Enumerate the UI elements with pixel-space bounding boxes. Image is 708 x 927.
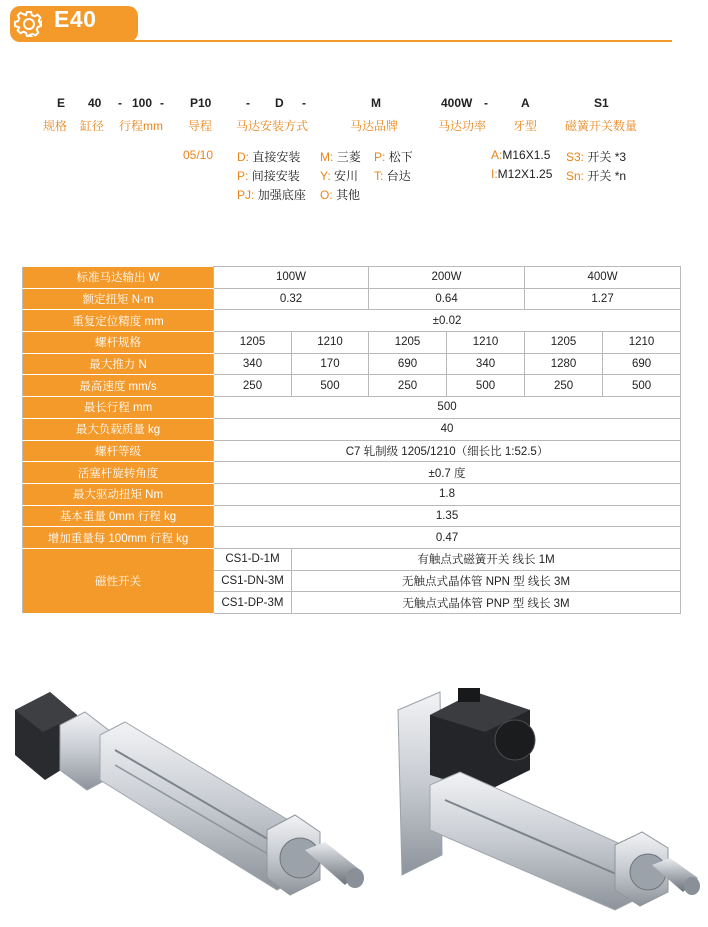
mount-option: P: 间接安装	[237, 169, 300, 183]
row-label: 最大推力 N	[23, 353, 214, 375]
code-label: 缸径	[80, 119, 105, 133]
table-row	[23, 332, 681, 354]
mount-option: D: 直接安装	[237, 150, 301, 164]
switch-option: Sn: 开关 *n	[566, 169, 627, 183]
table-row	[23, 418, 681, 440]
table-cell: 1205	[525, 332, 603, 354]
table-cell: 1.8	[214, 483, 681, 505]
table-cell: 250	[369, 375, 447, 397]
row-label: 最大驱动扭矩 Nm	[23, 483, 214, 505]
table-cell: 1.27	[525, 288, 681, 310]
table-cell: 无触点式晶体管 NPN 型 线长 3M	[292, 570, 681, 592]
code-part: E	[57, 96, 66, 110]
code-label: 磁簧开关数量	[565, 119, 638, 133]
section-underline	[120, 40, 672, 42]
table-cell: 400W	[525, 267, 681, 289]
table-row	[23, 310, 681, 332]
mount-option: PJ: 加强底座	[237, 188, 306, 202]
table-cell: 0.64	[369, 288, 525, 310]
row-label: 重复定位精度 mm	[23, 310, 214, 332]
table-cell: 1205	[369, 332, 447, 354]
code-label: 行程mm	[119, 119, 163, 133]
table-row	[23, 548, 681, 570]
page-title: E40	[54, 6, 97, 32]
code-part: -	[302, 96, 306, 110]
thread-option: A:M16X1.5	[491, 148, 551, 162]
actuator-indirect-mount-image	[390, 680, 705, 920]
thread-option: I:M12X1.25	[491, 167, 553, 181]
table-cell: 无触点式晶体管 PNP 型 线长 3M	[292, 592, 681, 614]
code-label: 马达功率	[438, 119, 487, 133]
table-cell: 250	[525, 375, 603, 397]
table-cell: 1210	[603, 332, 681, 354]
table-cell: ±0.02	[214, 310, 681, 332]
table-cell: 500	[603, 375, 681, 397]
row-label: 螺杆规格	[23, 332, 214, 354]
gear-icon	[14, 9, 44, 39]
table-row	[23, 527, 681, 549]
brand-option: O: 其他	[320, 188, 361, 202]
code-part: -	[484, 96, 488, 110]
table-cell: 200W	[369, 267, 525, 289]
table-row	[23, 397, 681, 419]
table-cell: 0.32	[214, 288, 369, 310]
table-cell: 40	[214, 418, 681, 440]
row-label: 螺杆等级	[23, 440, 214, 462]
table-cell: CS1-DP-3M	[214, 592, 292, 614]
code-part: M	[371, 96, 381, 110]
brand-option: T: 台达	[374, 169, 411, 183]
table-row	[23, 353, 681, 375]
table-cell: 1.35	[214, 505, 681, 527]
brand-option: Y: 安川	[320, 169, 359, 183]
code-part: D	[275, 96, 284, 110]
row-label: 增加重量每 100mm 行程 kg	[23, 527, 214, 549]
code-part: 400W	[441, 96, 473, 110]
lead-options: 05/10	[183, 148, 214, 162]
table-cell: 100W	[214, 267, 369, 289]
code-label: 导程	[188, 119, 213, 133]
table-cell: 1210	[292, 332, 369, 354]
code-part: 40	[88, 96, 102, 110]
row-label: 额定扭矩 N·m	[23, 288, 214, 310]
table-cell: CS1-D-1M	[214, 548, 292, 570]
table-cell: 500	[292, 375, 369, 397]
table-cell: 170	[292, 353, 369, 375]
table-cell: 500	[447, 375, 525, 397]
row-label: 基本重量 0mm 行程 kg	[23, 505, 214, 527]
spec-table	[22, 266, 681, 614]
table-row	[23, 462, 681, 484]
row-label: 最长行程 mm	[23, 397, 214, 419]
table-cell: 250	[214, 375, 292, 397]
row-label: 标准马达输出 W	[23, 267, 214, 289]
table-cell: 340	[447, 353, 525, 375]
brand-option: P: 松下	[374, 150, 413, 164]
table-cell: 1205	[214, 332, 292, 354]
brand-option: M: 三菱	[320, 150, 361, 164]
table-row	[23, 505, 681, 527]
row-label: 最大负载质量 kg	[23, 418, 214, 440]
code-part: A	[521, 96, 530, 110]
code-label: 规格	[43, 119, 68, 133]
actuator-direct-mount-image	[5, 680, 375, 920]
switch-option: S3: 开关 *3	[566, 150, 627, 164]
code-part: -	[246, 96, 250, 110]
code-part: S1	[594, 96, 609, 110]
code-label: 马达品牌	[350, 119, 399, 133]
table-row	[23, 375, 681, 397]
table-row	[23, 267, 681, 289]
table-row	[23, 440, 681, 462]
table-cell: ±0.7 度	[214, 462, 681, 484]
table-cell: C7 轧制级 1205/1210（细长比 1:52.5）	[214, 440, 681, 462]
table-cell: 有触点式磁簧开关 线长 1M	[292, 548, 681, 570]
table-cell: 690	[369, 353, 447, 375]
row-label: 活塞杆旋转角度	[23, 462, 214, 484]
table-cell: 0.47	[214, 527, 681, 549]
table-cell: 690	[603, 353, 681, 375]
table-cell: 500	[214, 397, 681, 419]
code-label: 牙型	[513, 119, 538, 133]
code-part: P10	[190, 96, 212, 110]
table-cell: 1210	[447, 332, 525, 354]
table-cell: 1280	[525, 353, 603, 375]
table-cell: 340	[214, 353, 292, 375]
row-label: 磁性开关	[23, 548, 214, 613]
code-label: 马达安装方式	[236, 119, 309, 133]
code-part: 100	[132, 96, 153, 110]
table-row	[23, 483, 681, 505]
code-part: -	[160, 96, 164, 110]
row-label: 最高速度 mm/s	[23, 375, 214, 397]
table-cell: CS1-DN-3M	[214, 570, 292, 592]
code-part: -	[118, 96, 122, 110]
table-row	[23, 288, 681, 310]
